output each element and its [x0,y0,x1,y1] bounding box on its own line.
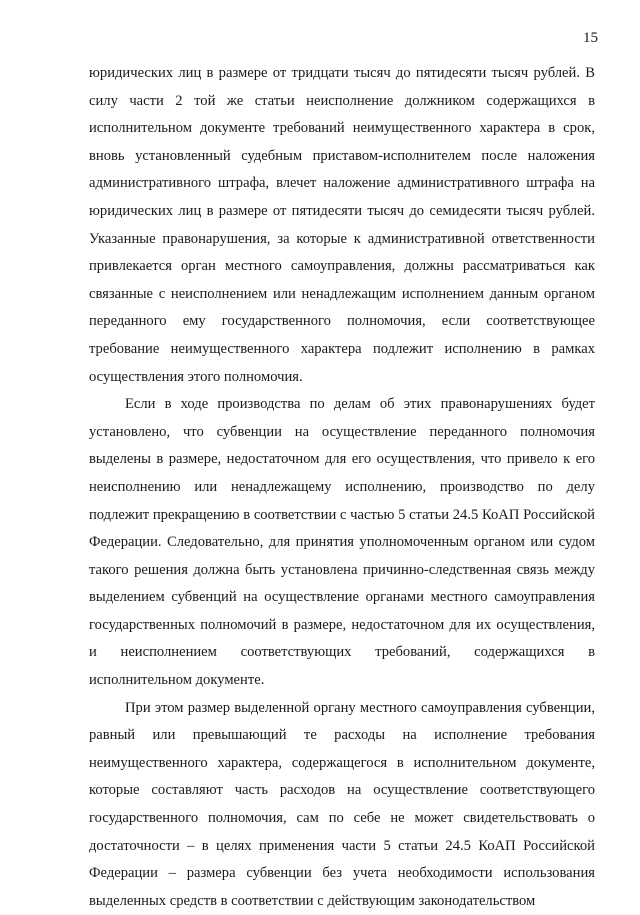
paragraph-continuation: юридических лиц в размере от тридцати тысяч до пятидесяти тысяч рублей. В силу части 2 той же статьи неисполнение должником содержащихся в исполнительном документе требований неимущественного характера в срок, вновь установленный судебным приставом-исполнителем после наложения административного штрафа, влечет наложение административного штрафа на юридических лиц в размере от пятидесяти тысяч до семидесяти тысяч рублей. Указанные правонарушения, за которые к административной ответственности привлекается орган местного самоуправления, должны рассматриваться как связанные с неисполнением или ненадлежащим исполнением данным органом переданного ему государственного полномочия, если соответствующее требование неимущественного характера подлежит исполнению в рамках осуществления этого полномочия. [89,65,595,385]
document-body [89,60,595,915]
page-number: 15 [583,30,598,46]
paragraph: При этом размер выделенной органу местного самоуправления субвенции, равный или превышающий те расходы на исполнение требования неимущественного характера, содержащегося в исполнительном документе, которые составляют часть расходов на осуществление соответствующего государственного полномочия, сам по себе не может свидетельствовать о достаточности – в целях применения части 5 статьи 24.5 КоАП Российской Федерации – размера субвенции без учета необходимости использования выделенных средств в соответствии с действующим законодательством [89,699,595,909]
paragraph: Если в ходе производства по делам об этих правонарушениях будет установлено, что субвенции на осуществление переданного полномочия выделены в размере, недостаточном для его осуществления, что привело к его неисполнению или ненадлежащему исполнению, производство по делу подлежит прекращению в соответствии с частью 5 статьи 24.5 КоАП Российской Федерации. Следовательно, для принятия уполномоченным органом или судом такого решения должна быть установлена причинно-следственная связь между выделением субвенций на осуществление органами местного самоуправления государственных полномочий в размере, недостаточном для их осуществления, и неисполнением соответствующих требований, содержащихся в исполнительном документе. [89,396,595,689]
